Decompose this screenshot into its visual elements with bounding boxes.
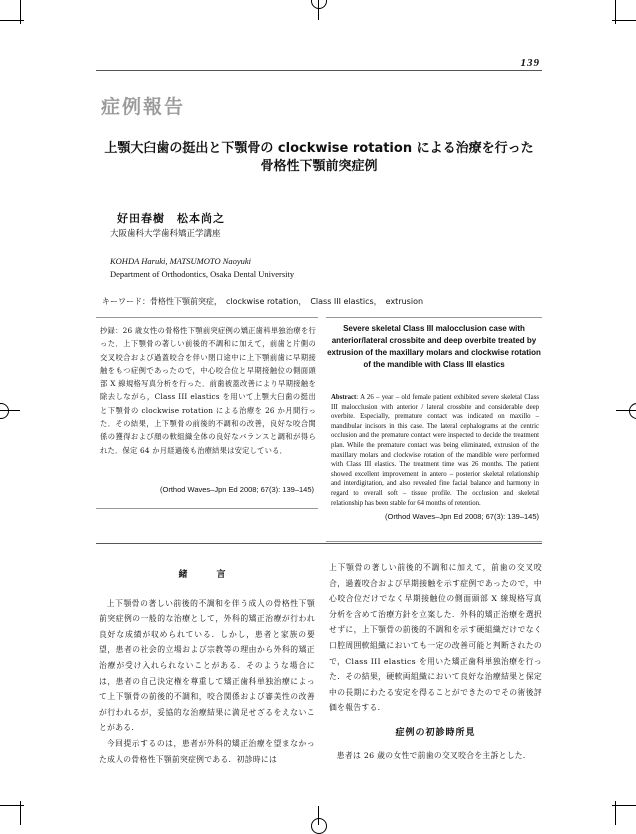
japanese-abstract-text: 抄録：26 歳女性の骨格性下顎前突症例の矯正歯科単独治療を行った．上下顎骨の著しい前後的不調和に加えて，前歯と片側の交叉咬合および過蓋咬合を伴い閉口途中に上下顎前歯に早期接触をもつ症例であったので，中心咬合位と早期接触位の側面頭部 X 線規格写真分析を行った．前歯被蓋改善により早期接触を除去しながら，Class III elastics を用いて上顎大臼歯の挺出と下顎骨の clockwise rotation による治療を 26 か月間行った．その結果，上下顎骨の前後的不調和の改善，良好な咬合関係の獲得および顔の軟組織全体の良好なバランスと調和が得られた．保定 64 か月経過後も治療結果は安定している． — [100, 326, 316, 455]
crop-mark — [0, 20, 24, 21]
paragraph: 今回提示するのは，患者が外科的矯正治療を望まなかった成人の骨格性下顎前突症例である．初診時には — [99, 738, 315, 764]
english-abstract-text: : A 26 – year – old female patient exhibited severe skeletal Class III malocclusion with anterior / lateral crossbite and considerable deep overbite. Especially, premature contact was indicated on maxillo – mandibular incisors in this case. The lateral cephalograms at the centric occlusion and the premature contact were inspected to decide the treatment plan. While the premature contact was being eliminated, extrusion of the maxillary molars and clockwise rotation of the mandible were performed with Class III elastics. The treatment time was 26 months. The patient showed excellent improvement in antero – posterior skeletal relationship and interdigitation, and also revealed fine facial balance and harmony in regard to overall soft – tissue profile. The occlusion and skeletal relationship has been stable for 64 months of retention. — [331, 394, 539, 507]
crop-mark — [612, 20, 636, 21]
body-column-left — [99, 568, 315, 767]
header-rule — [96, 70, 542, 71]
registration-mark — [311, 818, 327, 834]
affiliation-jp: 大阪歯科大学歯科矯正学講座 — [110, 229, 221, 239]
paragraph: 患者は 26 歳の女性で前歯の交叉咬合を主訴とした． — [336, 750, 532, 760]
heading-initial-findings: 症例の初診時所見 — [395, 727, 476, 738]
page-number: 139 — [520, 57, 540, 69]
author-names-en: KOHDA Haruki, MATSUMOTO Naoyuki — [110, 256, 252, 266]
japanese-abstract-box — [96, 317, 318, 509]
article-title-line2: 骨格性下顎前突症例 — [260, 159, 378, 174]
affiliation-en: Department of Orthodontics, Osaka Dental University — [110, 269, 295, 279]
english-abstract-box — [326, 317, 542, 542]
heading-introduction: 緒 言 — [178, 570, 236, 580]
english-abstract — [331, 393, 539, 522]
crop-mark — [612, 805, 636, 806]
section-label: 症例報告 — [101, 96, 186, 118]
english-abstract-citation: (Orthod Waves–Jpn Ed 2008; 67(3): 139–145) — [385, 512, 539, 522]
section-rule — [96, 543, 542, 544]
paragraph: 上下顎骨の著しい前後的不調和を伴う成人の骨格性下顎前突症例の一般的な治療として，外科的矯正治療が行われ良好な成績が収められている．しかし，患者と家族の要望，患者の社会的立場および宗教等の理由から外科的矯正治療が受け入れられないことがある．そのような場合には，患者の自己決定権を尊重して矯正歯科単独治療によって上下顎骨の前後的不調和，咬合関係および審美性の改善が行われるが，妥協的な治療結果に満足せざるをえないことがある． — [99, 598, 315, 733]
author-names-jp: 好田春樹 松本尚之 — [117, 212, 225, 225]
crop-mark — [0, 805, 24, 806]
registration-mark — [0, 403, 9, 419]
article-title-line1: 上顎大臼歯の挺出と下顎骨の clockwise rotation による治療を行った — [104, 141, 534, 156]
paragraph: 上下顎骨の著しい前後的不調和に加えて，前歯の交叉咬合，過蓋咬合および早期接触を示す症例であったので，中心咬合位だけでなく早期接触位の側面頭部 X 線規格写真分析を含めて治療方針を立案した．外科的矯正治療を選択せずに，上下顎骨の前後的不調和を示す硬組織だけでなく口腔周囲軟組織においても一定の改善可能と判断されたので，Class III elastics を用いた矯正歯科単独治療を行った．その結果，硬軟両組織において良好な治療結果と保定中の長期にわたる安定を得ることができたのでその術後評価を報告する． — [329, 563, 542, 713]
abstract-label: Abstract — [331, 394, 357, 401]
keywords: キーワード：骨格性下顎前突症， clockwise rotation， Class III elastics， extrusion — [102, 297, 424, 306]
english-title: Severe skeletal Class III malocclusion case with anterior/lateral crossbite and deep overbite treated by extrusion of the maxillary molars and clockwise rotation of the mandible with Class III elastics — [327, 324, 541, 369]
body-column-right — [329, 560, 542, 763]
japanese-abstract-citation: (Orthod Waves–Jpn Ed 2008; 67(3): 139–145) — [160, 485, 314, 494]
registration-mark — [311, 0, 327, 9]
registration-mark — [629, 403, 636, 419]
